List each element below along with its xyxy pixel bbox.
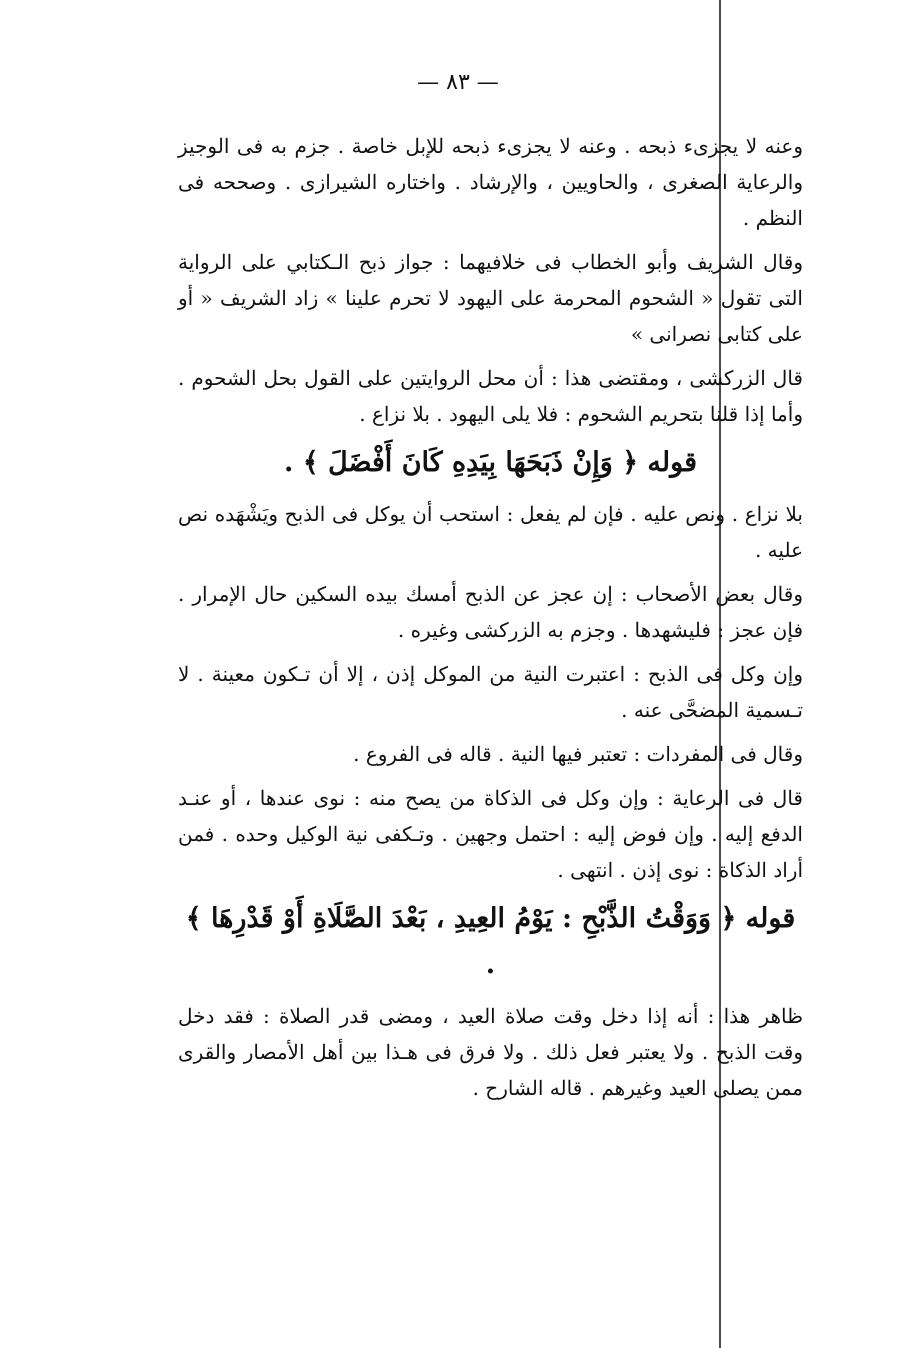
paragraph: بلا نزاع . ونص عليه . فإن لم يفعل : استحب أن يوكل فى الذبح ويَشْهَده نص عليه .: [178, 502, 803, 562]
paragraph: ظاهر هذا : أنه إذا دخل وقت صلاة العيد ، ومضى قدر الصلاة : فقد دخل وقت الذبح . ولا يعتبر فعل ذلك . ولا فرق فى هـذا بين أهل الأمصار والقرى ممن يصلى العيد وغيرهم . قاله الشارح .: [178, 1004, 803, 1100]
body-text: [178, 128, 803, 1114]
paragraph: وعنه لا يجزىء ذبحه . وعنه لا يجزىء ذبحه للإبل خاصة . جزم به فى الوجيز والرعاية الصغرى ، والحاويين ، والإرشاد . واختاره الشيرازى . وصححه فى النظم .: [178, 134, 803, 230]
page-number: — ٨٣ —: [417, 70, 499, 95]
paragraph: وقال بعض الأصحاب : إن عجز عن الذبح أمسك بيده السكين حال الإمرار . فإن عجز : فليشهدها . وجزم به الزركشى وغيره .: [178, 582, 803, 642]
section-heading: قوله ﴿ وَوَقْتُ الذَّبْحِ : يَوْمُ العِيدِ ، بَعْدَ الصَّلَاةِ أَوْ قَدْرِهَا ﴾ .: [185, 903, 796, 980]
paragraph: قال فى الرعاية : وإن وكل فى الذكاة من يصح منه : نوى عندها ، أو عنـد الدفع إليه . وإن فوض إليه : احتمل وجهين . وتـكفى نية الوكيل وحده . فمن أراد الذكاة : نوى إذن . انتهى .: [178, 786, 803, 882]
paragraph: وإن وكل فى الذبح : اعتبرت النية من الموكل إذن ، إلا أن تـكون معينة . لا تـسمية المضحَّى عنه .: [178, 662, 803, 722]
paragraph: قال الزركشى ، ومقتضى هذا : أن محل الروايتين على القول بحل الشحوم . وأما إذا قلنا بتحريم الشحوم : فلا يلى اليهود . بلا نزاع .: [178, 366, 803, 426]
section-heading: قوله ﴿ وَإِنْ ذَبَحَهَا بِيَدِهِ كَانَ أَفْضَلَ ﴾ .: [284, 447, 697, 478]
paragraph: وقال فى المفردات : تعتبر فيها النية . قاله فى الفروع .: [353, 742, 803, 766]
paragraph: وقال الشريف وأبو الخطاب فى خلافيهما : جواز ذبح الـكتابي على الرواية التى تقول « الشحوم المحرمة على اليهود لا تحرم علينا » زاد الشريف « أو على كتابى نصرانى »: [178, 250, 803, 346]
